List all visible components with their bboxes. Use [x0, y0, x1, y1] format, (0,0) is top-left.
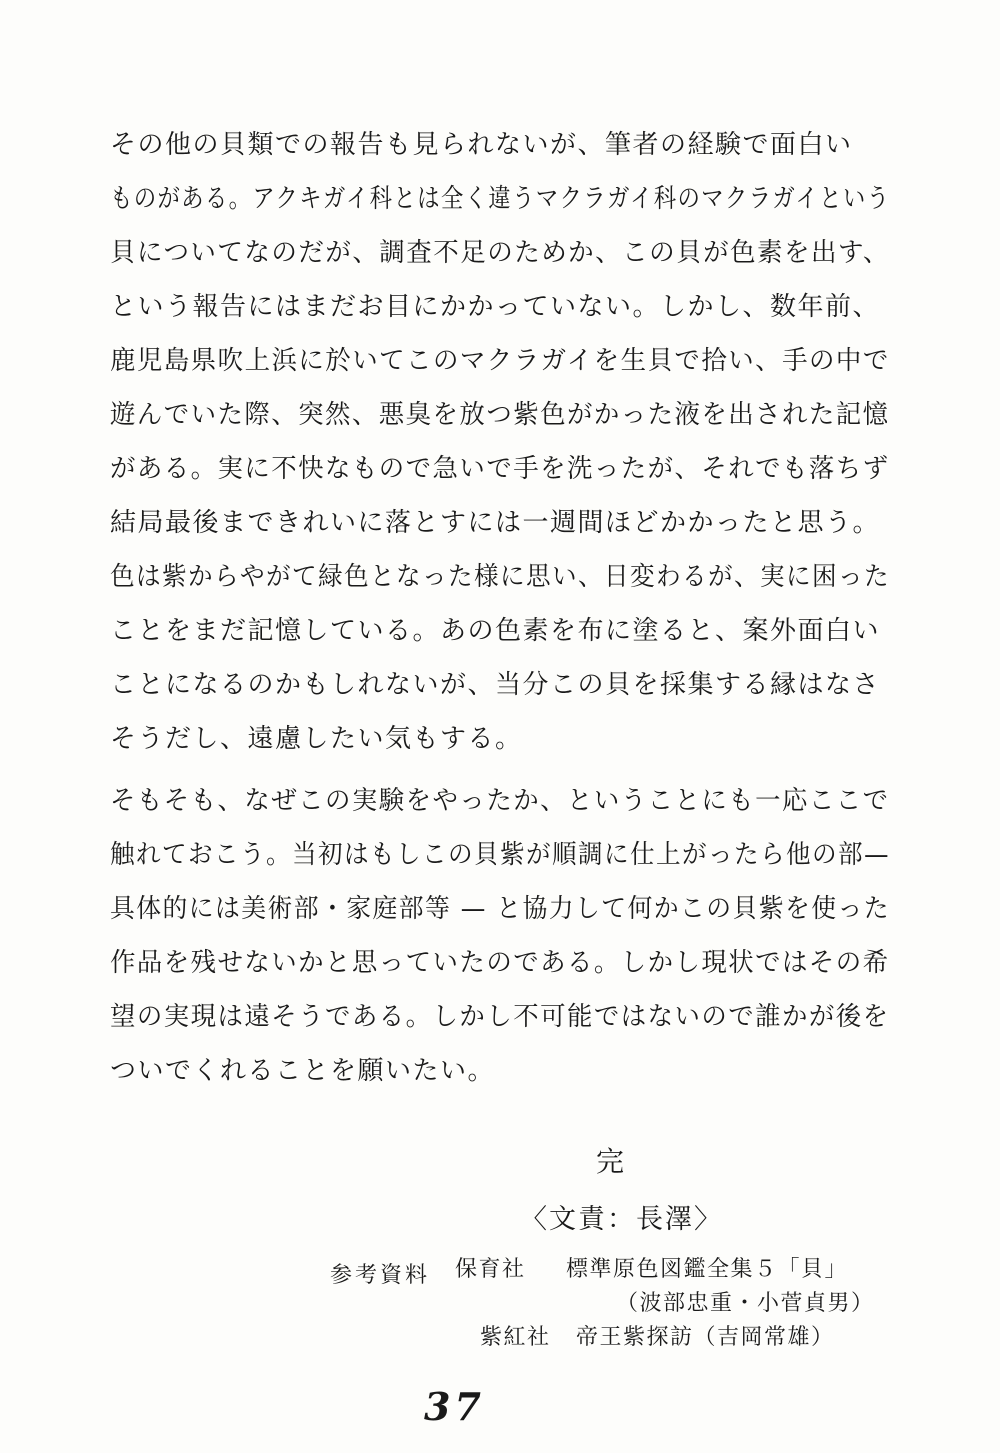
page-number: 37: [424, 1384, 485, 1429]
text-line: 遊んでいた際、突然、悪臭を放つ紫色がかった液を出された記憶: [110, 400, 890, 430]
text-line: 作品を残せないかと思っていたのである。しかし現状ではその希: [110, 948, 890, 978]
text-line: という報告にはまだお目にかかっていない。しかし、数年前、: [110, 292, 881, 322]
reference-publisher: 保育社: [455, 1257, 526, 1282]
text-line: そもそも、なぜこの実験をやったか、ということにも一応ここで: [110, 786, 890, 816]
text-line: ものがある。アクキガイ科とは全く違うマクラガイ科のマクラガイという: [110, 184, 891, 214]
reference-title: 標準原色図鑑全集５「貝」: [566, 1257, 849, 1282]
text-line: 具体的には美術部・家庭部等 — と協力して何かこの貝紫を使った: [110, 894, 891, 924]
reference-title: （波部忠重・小菅貞男）: [616, 1291, 875, 1316]
reference-title: 帝王紫探訪（吉岡常雄）: [576, 1325, 835, 1350]
body-text: [110, 118, 890, 1098]
text-line: 鹿児島県吹上浜に於いてこのマクラガイを生貝で拾い、手の中で: [110, 346, 890, 376]
text-line: そうだし、遠慮したい気もする。: [110, 724, 523, 754]
references-label: 参考資料: [330, 1263, 431, 1288]
text-line: 望の実現は遠そうである。しかし不可能ではないので誰かが後を: [110, 1002, 890, 1032]
text-line: 貝についてなのだが、調査不足のためか、この貝が色素を出す、: [110, 238, 890, 268]
end-mark: 完: [596, 1145, 625, 1178]
author-credit: 〈文責：長澤〉: [520, 1204, 723, 1235]
text-line: 色は紫からやがて緑色となった様に思い、日変わるが、実に困った: [110, 562, 891, 592]
text-line: 触れておこう。当初はもしこの貝紫が順調に仕上がったら他の部—: [110, 840, 891, 870]
text-line: がある。実に不快なもので急いで手を洗ったが、それでも落ちず: [110, 454, 890, 484]
text-line: ことになるのかもしれないが、当分この貝を採集する縁はなさ: [110, 670, 881, 700]
reference-publisher: 紫紅社: [480, 1325, 551, 1350]
text-line: 結局最後まできれいに落とすには一週間ほどかかったと思う。: [110, 508, 881, 538]
text-line: ついでくれることを願いたい。: [110, 1056, 496, 1086]
text-line: その他の貝類での報告も見られないが、筆者の経験で面白い: [110, 130, 853, 160]
text-line: ことをまだ記憶している。あの色素を布に塗ると、案外面白い: [110, 616, 881, 646]
